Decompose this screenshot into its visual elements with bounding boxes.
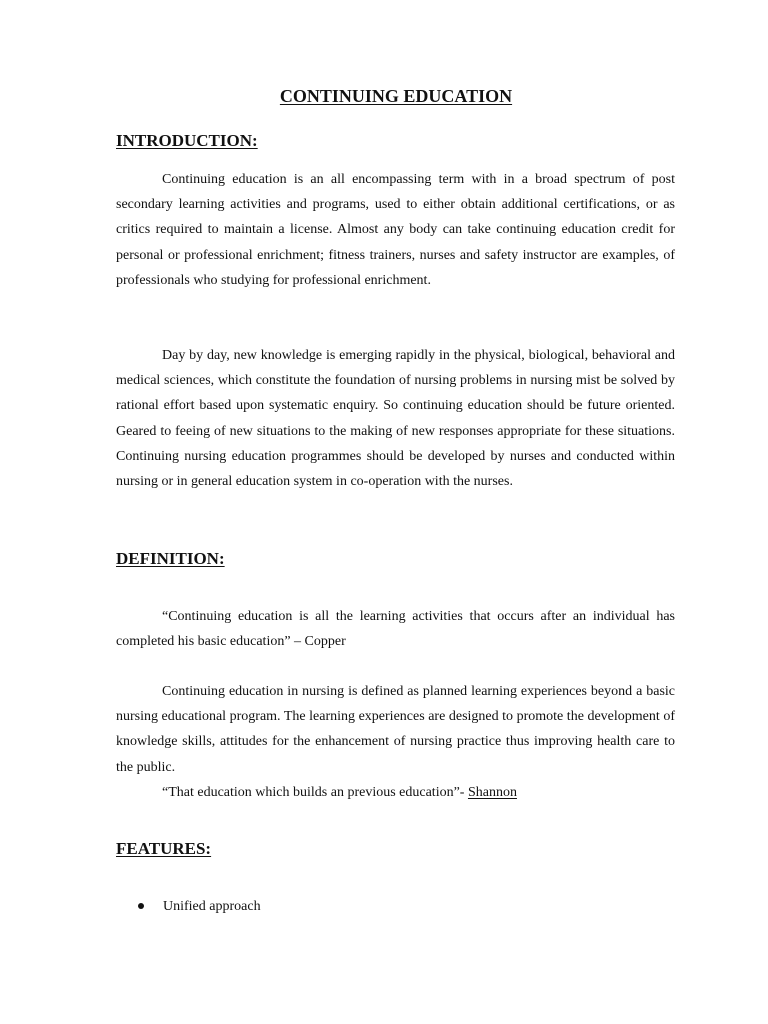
paragraph-definition-quote-copper: “Continuing education is all the learning activities that occurs after an individual has completed his basic education” – Copper — [116, 609, 675, 650]
paragraph-introduction-2: Day by day, new knowledge is emerging rapidly in the physical, biological, behavioral and medical sciences, which constitute the foundation of nursing problems in nursing mist be solved by rational effort based upon systematic enquiry. So continuing education should be future oriented. Geared to feeing of new situations to the making of new responses appropriate for these situations. Continuing nursing education programmes should be developed by nurses and conducted within nursing or in general education system in co-operation with the nurses. — [116, 348, 675, 490]
quote-author: Shannon — [467, 785, 517, 800]
paragraph-definition-nursing: Continuing education in nursing is defined as planned learning experiences beyond a basic nursing educational program. The learning experiences are designed to promote the development of knowledge skills, attitudes for the enhancement of nursing practice thus improving health care to the public. — [116, 684, 675, 775]
feature-label: Unified approach — [163, 899, 261, 914]
heading-features: FEATURES: — [116, 839, 212, 858]
quote-text: “That education which builds an previous education”- — [162, 785, 468, 800]
list-item — [138, 894, 261, 919]
heading-introduction: INTRODUCTION: — [116, 131, 258, 150]
features-list — [138, 894, 261, 919]
document-title: CONTINUING EDUCATION — [279, 86, 513, 106]
heading-definition: DEFINITION: — [116, 549, 225, 568]
paragraph-introduction-1: Continuing education is an all encompassing term with in a broad spectrum of post secondary learning activities and programs, used to either obtain additional certifications, or as critics required to maintain a license. Almost any body can take continuing education credit for personal or professional enrichment; fitness trainers, nurses and safety instructor are examples, of professionals who studying for professional enrichment. — [116, 172, 675, 288]
bullet-icon — [138, 903, 144, 909]
definition-quote-shannon — [162, 780, 517, 805]
